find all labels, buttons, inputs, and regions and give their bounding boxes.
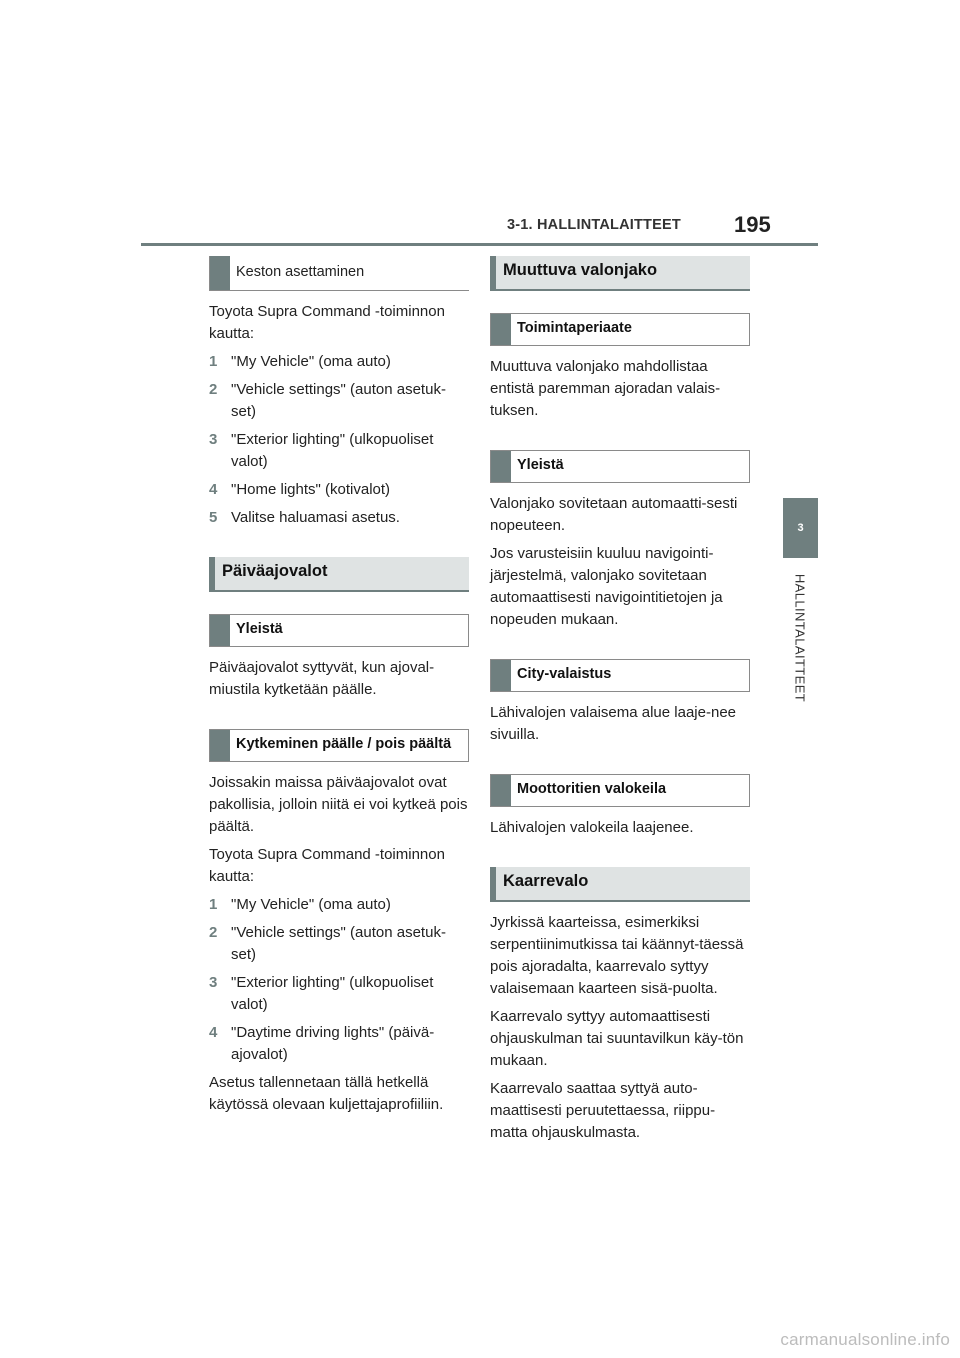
step-number: 2 [209, 924, 218, 941]
step-number: 4 [209, 481, 218, 498]
watermark: carmanualsonline.info [780, 1330, 950, 1349]
chapter-tab: 3 [783, 498, 818, 558]
drl-general-text: Päiväajovalot syttyvät, kun ajoval-miustila kytketään päälle. [209, 659, 435, 698]
intro-text-1: Toyota Supra Command -toiminnon kautta: [209, 303, 445, 342]
list-item [209, 429, 469, 473]
toimintaperiaate-text: Muuttuva valonjako mahdollistaa entistä paremman ajoradan valais-tuksen. [490, 358, 721, 419]
right-column [490, 256, 750, 1150]
list-item [209, 507, 469, 529]
kytkeminen-text: Joissakin maissa päiväajovalot ovat pakollisia, jolloin niitä ei voi kytkeä pois päältä. [209, 774, 468, 835]
yleista-text-1: Valonjako sovitetaan automaatti-sesti nopeuteen. [490, 495, 738, 534]
subheading-yleista: Yleistä [209, 614, 469, 647]
cornering-text-2: Kaarrevalo syttyy automaattisesti ohjauskulman tai suuntavilkun käy-tön mukaan. [490, 1008, 744, 1069]
step-text: "Daytime driving lights" (päivä-ajovalot) [231, 1024, 435, 1063]
cornering-text-3: Kaarrevalo saattaa syttyä auto-maattisesti peruutettaessa, riippu-matta ohjauskulmasta. [490, 1080, 716, 1141]
list-item [209, 379, 469, 423]
header-rule [141, 243, 818, 246]
subheading-motorway: Moottoritien valokeila [490, 774, 750, 807]
subheading-city: City-valaistus [490, 659, 750, 692]
chapter-side-label: HALLINTALAITTEET [792, 573, 808, 703]
list-item [209, 479, 469, 501]
step-text: "Home lights" (kotivalot) [231, 481, 391, 498]
section-heading-drl: Päiväajovalot [209, 557, 469, 592]
keston-subheading: Keston asettaminen [209, 256, 469, 291]
subheading-kytkeminen: Kytkeminen päälle / pois päältä [209, 729, 469, 762]
cornering-text-1: Jyrkissä kaarteissa, esimerkiksi serpentiinimutkissa tai käännyt-täessä pois ajoradalta, kaarrevalo syttyy valaisemaan kaarteen sisä-puolta. [490, 914, 744, 997]
step-number: 5 [209, 509, 218, 526]
list-item [209, 894, 469, 916]
step-text: "Exterior lighting" (ulkopuoliset valot) [231, 974, 434, 1013]
step-text: "My Vehicle" (oma auto) [231, 353, 391, 370]
step-text: "My Vehicle" (oma auto) [231, 896, 391, 913]
intro-text-2: Toyota Supra Command -toiminnon kautta: [209, 846, 445, 885]
section-heading-adaptive: Muuttuva valonjako [490, 256, 750, 291]
step-number: 3 [209, 974, 218, 991]
header-section-title: 3-1. HALLINTALAITTEET [507, 217, 681, 233]
page-number: 195 [734, 212, 771, 237]
step-text: "Exterior lighting" (ulkopuoliset valot) [231, 431, 434, 470]
step-text: Valitse haluamasi asetus. [231, 509, 400, 526]
list-item [209, 1022, 469, 1066]
step-text: "Vehicle settings" (auton asetuk-set) [231, 924, 446, 963]
step-text: "Vehicle settings" (auton asetuk-set) [231, 381, 446, 420]
step-number: 3 [209, 431, 218, 448]
step-number: 1 [209, 353, 218, 370]
list-item [209, 972, 469, 1016]
step-number: 1 [209, 896, 218, 913]
list-item [209, 351, 469, 373]
closing-text: Asetus tallennetaan tällä hetkellä käytössä olevaan kuljettajaprofiiliin. [209, 1074, 444, 1113]
subheading-toimintaperiaate: Toimintaperiaate [490, 313, 750, 346]
yleista-text-2: Jos varusteisiin kuuluu navigointi-järjestelmä, valonjako sovitetaan automaattisesti navigointitietojen ja nopeuden mukaan. [490, 545, 723, 628]
section-heading-cornering: Kaarrevalo [490, 867, 750, 902]
list-item [209, 922, 469, 966]
step-number: 4 [209, 1024, 218, 1041]
motorway-text: Lähivalojen valokeila laajenee. [490, 819, 694, 836]
step-number: 2 [209, 381, 218, 398]
subheading-yleista-right: Yleistä [490, 450, 750, 483]
city-text: Lähivalojen valaisema alue laaje-nee sivuilla. [490, 704, 736, 743]
left-column [209, 256, 469, 1122]
